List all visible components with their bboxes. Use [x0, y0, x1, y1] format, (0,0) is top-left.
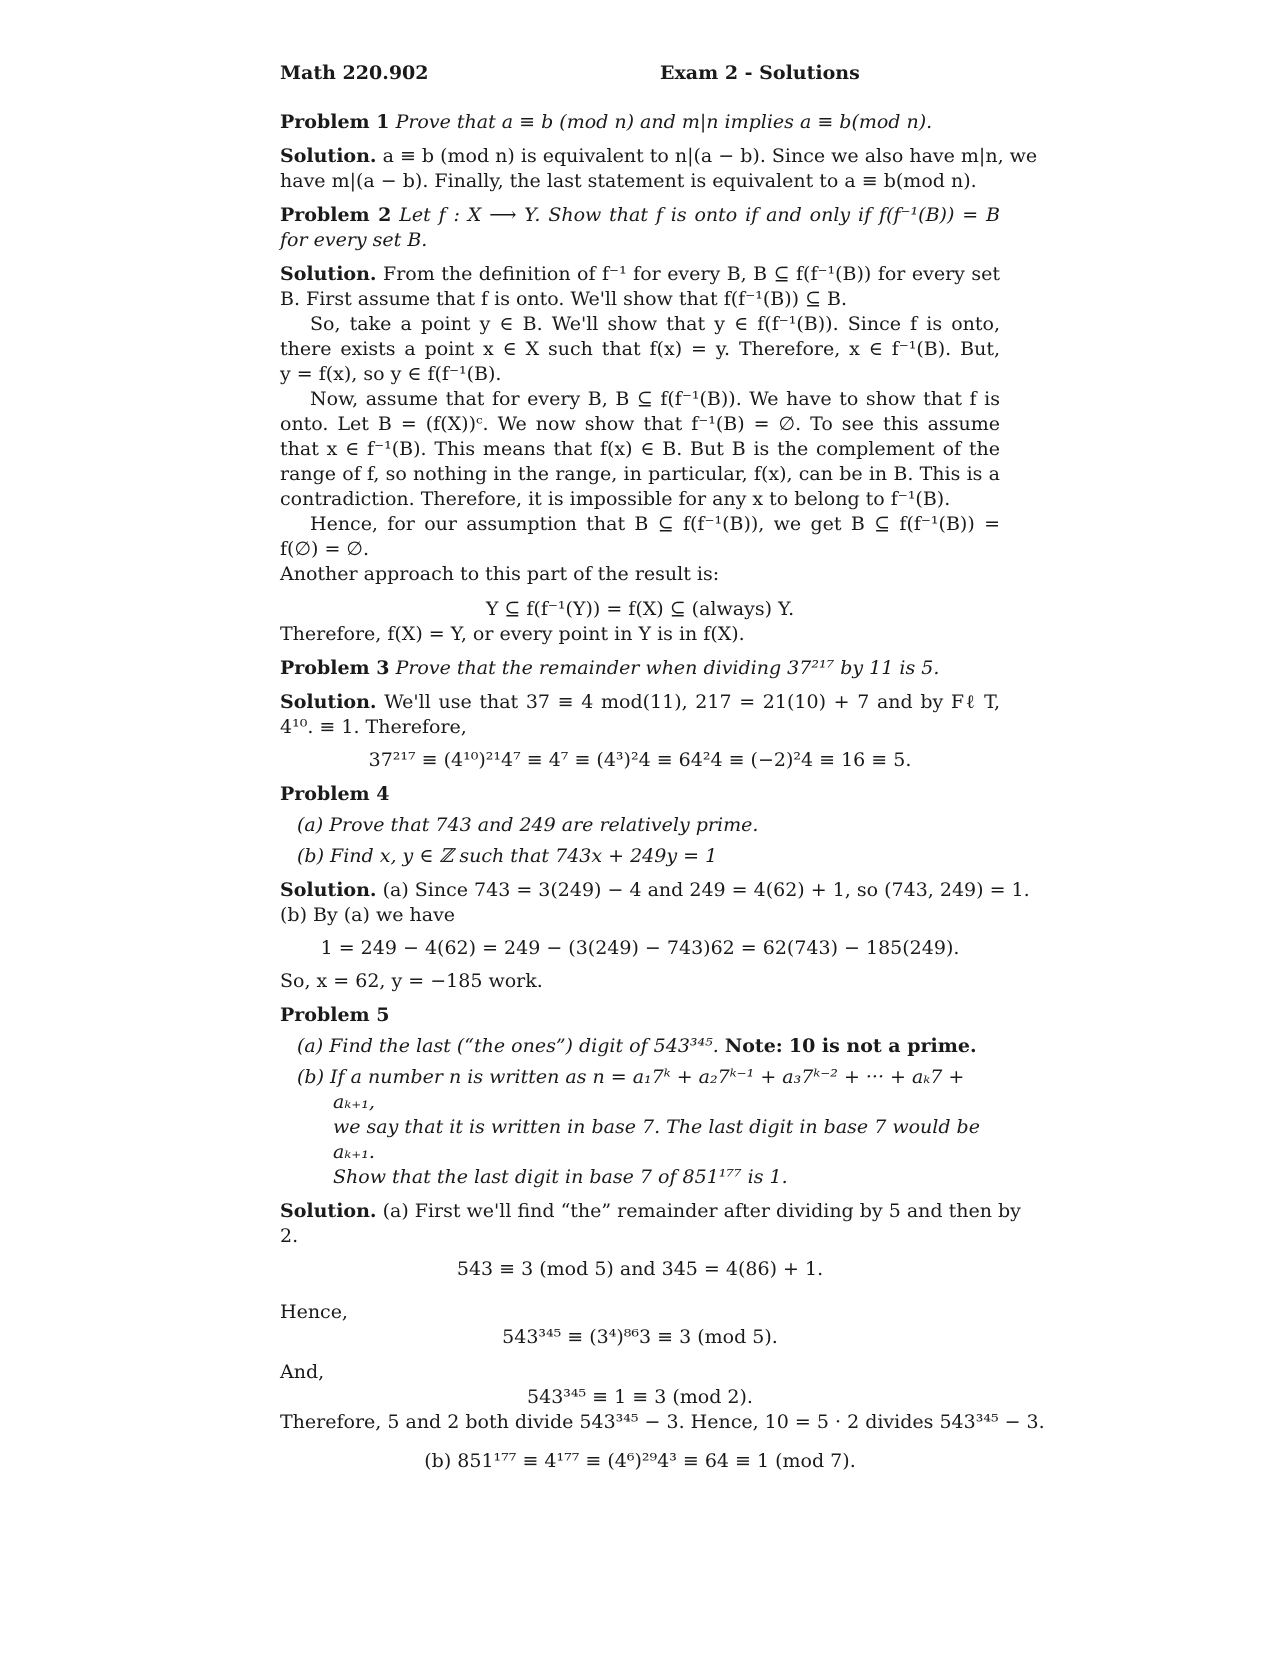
problem-label: Problem 1: [280, 111, 390, 133]
display-equation: 1 = 249 − 4(62) = 249 − (3(249) − 743)62 = 62(743) − 185(249).: [320, 937, 960, 959]
solution-line: Solution. (a) Since 743 = 3(249) − 4 and 249 = 4(62) + 1, so (743, 249) = 1.: [280, 879, 1030, 901]
part-tag: (b): [297, 845, 324, 867]
part-text: Find the last (“the ones”) digit of 543³⁴⁵.: [329, 1035, 719, 1057]
solution-line: Another approach to this part of the result is:: [280, 563, 720, 585]
part-text: we say that it is written in base 7. The last digit in base 7 would be aₖ₊₁.: [333, 1116, 980, 1163]
solution-line: 4¹⁰. ≡ 1. Therefore,: [280, 716, 467, 738]
solution-line: there exists a point x ∈ X such that f(x) = y. Therefore, x ∈ f⁻¹(B). But,: [280, 338, 1000, 360]
solution-line: B. First assume that f is onto. We'll show that f(f⁻¹(B)) ⊆ B.: [280, 288, 848, 310]
display-equation: 543³⁴⁵ ≡ (3⁴)⁸⁶3 ≡ 3 (mod 5).: [502, 1326, 778, 1348]
solution-line: So, take a point y ∈ B. We'll show that y ∈ f(f⁻¹(B)). Since f is onto,: [310, 313, 1000, 335]
solution-4: [280, 878, 1030, 994]
solution-line: y = f(x), so y ∈ f(f⁻¹(B).: [280, 363, 502, 385]
part-text: If a number n is written as n = a₁7ᵏ + a₂7ᵏ⁻¹ + a₃7ᵏ⁻² + ··· + aₖ7 + aₖ₊₁,: [330, 1066, 965, 1113]
problem-4: [280, 782, 1000, 869]
statement-line: for every set B.: [280, 229, 428, 251]
part-tag: (a): [297, 814, 324, 836]
problem-statement: Prove that the remainder when dividing 37²¹⁷ by 11 is 5.: [395, 657, 940, 679]
solution-label: Solution.: [280, 691, 377, 713]
course-number: Math 220.902: [280, 62, 429, 84]
problem-label: Problem 3: [280, 657, 390, 679]
problem-part-a: [280, 813, 1000, 838]
solution-line: f(∅) = ∅.: [280, 538, 369, 560]
solution-line: contradiction. Therefore, it is impossible for any x to belong to f⁻¹(B).: [280, 488, 951, 510]
solution-line: onto. Let B = (f(X))ᶜ. We now show that f⁻¹(B) = ∅. To see this assume: [280, 413, 1000, 435]
display-equation: 543³⁴⁵ ≡ 1 ≡ 3 (mod 2).: [527, 1386, 753, 1408]
solution-line: Solution. From the definition of f⁻¹ for every B, B ⊆ f(f⁻¹(B)) for every set: [280, 263, 1000, 285]
display-equation: Y ⊆ f(f⁻¹(Y)) = f(X) ⊆ (always) Y.: [485, 598, 795, 620]
problem-1: [280, 110, 1000, 135]
solution-line: Solution. (a) First we'll find “the” remainder after dividing by 5 and then by: [280, 1200, 1021, 1222]
solution-label: Solution.: [280, 1200, 377, 1222]
document-title: Exam 2 - Solutions: [660, 62, 860, 84]
solution-2: [280, 262, 1000, 647]
solution-label: Solution.: [280, 145, 377, 167]
solution-line: have m|(a − b). Finally, the last statement is equivalent to a ≡ b(mod n).: [280, 170, 977, 192]
problem-2: [280, 203, 1000, 253]
solution-line: 2.: [280, 1225, 299, 1247]
display-equation: 37²¹⁷ ≡ (4¹⁰)²¹4⁷ ≡ 4⁷ ≡ (4³)²4 ≡ 64²4 ≡ (−2)²4 ≡ 16 ≡ 5.: [368, 749, 912, 771]
solution-line: And,: [280, 1361, 325, 1383]
problem-part-a: [280, 1034, 1000, 1059]
problem-part-b: [280, 1065, 1000, 1190]
display-equation: (b) 851¹⁷⁷ ≡ 4¹⁷⁷ ≡ (4⁶)²⁹4³ ≡ 64 ≡ 1 (mod 7).: [424, 1450, 856, 1472]
solution-line: Therefore, 5 and 2 both divide 543³⁴⁵ − 3. Hence, 10 = 5 · 2 divides 543³⁴⁵ − 3.: [280, 1411, 1045, 1433]
solution-1: [280, 144, 1038, 194]
solution-label: Solution.: [280, 879, 377, 901]
page-header: [280, 62, 1000, 88]
solution-line: that x ∈ f⁻¹(B). This means that f(x) ∈ B. But B is the complement of the: [280, 438, 1000, 460]
solution-line: Hence,: [280, 1301, 348, 1323]
part-tag: (a): [297, 1035, 324, 1057]
document-body: [280, 110, 1045, 1483]
solution-line: Hence, for our assumption that B ⊆ f(f⁻¹(B)), we get B ⊆ f(f⁻¹(B)) =: [310, 513, 1000, 535]
problem-label: Problem 4: [280, 783, 390, 805]
note-label: Note:: [724, 1035, 783, 1057]
solution-line: Therefore, f(X) = Y, or every point in Y is in f(X).: [280, 623, 745, 645]
problem-3: [280, 656, 1000, 681]
problem-part-b: [280, 844, 1000, 869]
statement-line: Problem 2 Let f : X ⟶ Y. Show that f is onto if and only if f(f⁻¹(B)) = B: [280, 204, 1000, 226]
solution-line: Solution. a ≡ b (mod n) is equivalent to n|(a − b). Since we also have m|n, we: [280, 145, 1038, 167]
problem-label: Problem 2: [280, 204, 392, 226]
part-tag: (b): [297, 1066, 324, 1088]
solution-line: Now, assume that for every B, B ⊆ f(f⁻¹(B)). We have to show that f is: [310, 388, 1000, 410]
solution-line: Solution. We'll use that 37 ≡ 4 mod(11), 217 = 21(10) + 7 and by Fℓ T,: [280, 691, 1000, 713]
problem-label: Problem 5: [280, 1004, 390, 1026]
display-equation: 543 ≡ 3 (mod 5) and 345 = 4(86) + 1.: [456, 1258, 824, 1280]
part-text: Find x, y ∈ ℤ such that 743x + 249y = 1: [330, 845, 718, 867]
solution-3: [280, 690, 1000, 773]
part-text: Show that the last digit in base 7 of 851¹⁷⁷ is 1.: [333, 1166, 788, 1188]
solution-line: So, x = 62, y = −185 work.: [280, 970, 543, 992]
part-text: Prove that 743 and 249 are relatively prime.: [329, 814, 759, 836]
note-text: 10 is not a prime.: [788, 1035, 977, 1057]
problem-5: [280, 1003, 1000, 1190]
solution-line: (b) By (a) we have: [280, 904, 456, 926]
problem-statement: Prove that a ≡ b (mod n) and m|n implies a ≡ b(mod n).: [395, 111, 933, 133]
solution-5: [280, 1199, 1045, 1474]
solution-label: Solution.: [280, 263, 377, 285]
solution-line: range of f, so nothing in the range, in particular, f(x), can be in B. This is a: [280, 463, 1000, 485]
